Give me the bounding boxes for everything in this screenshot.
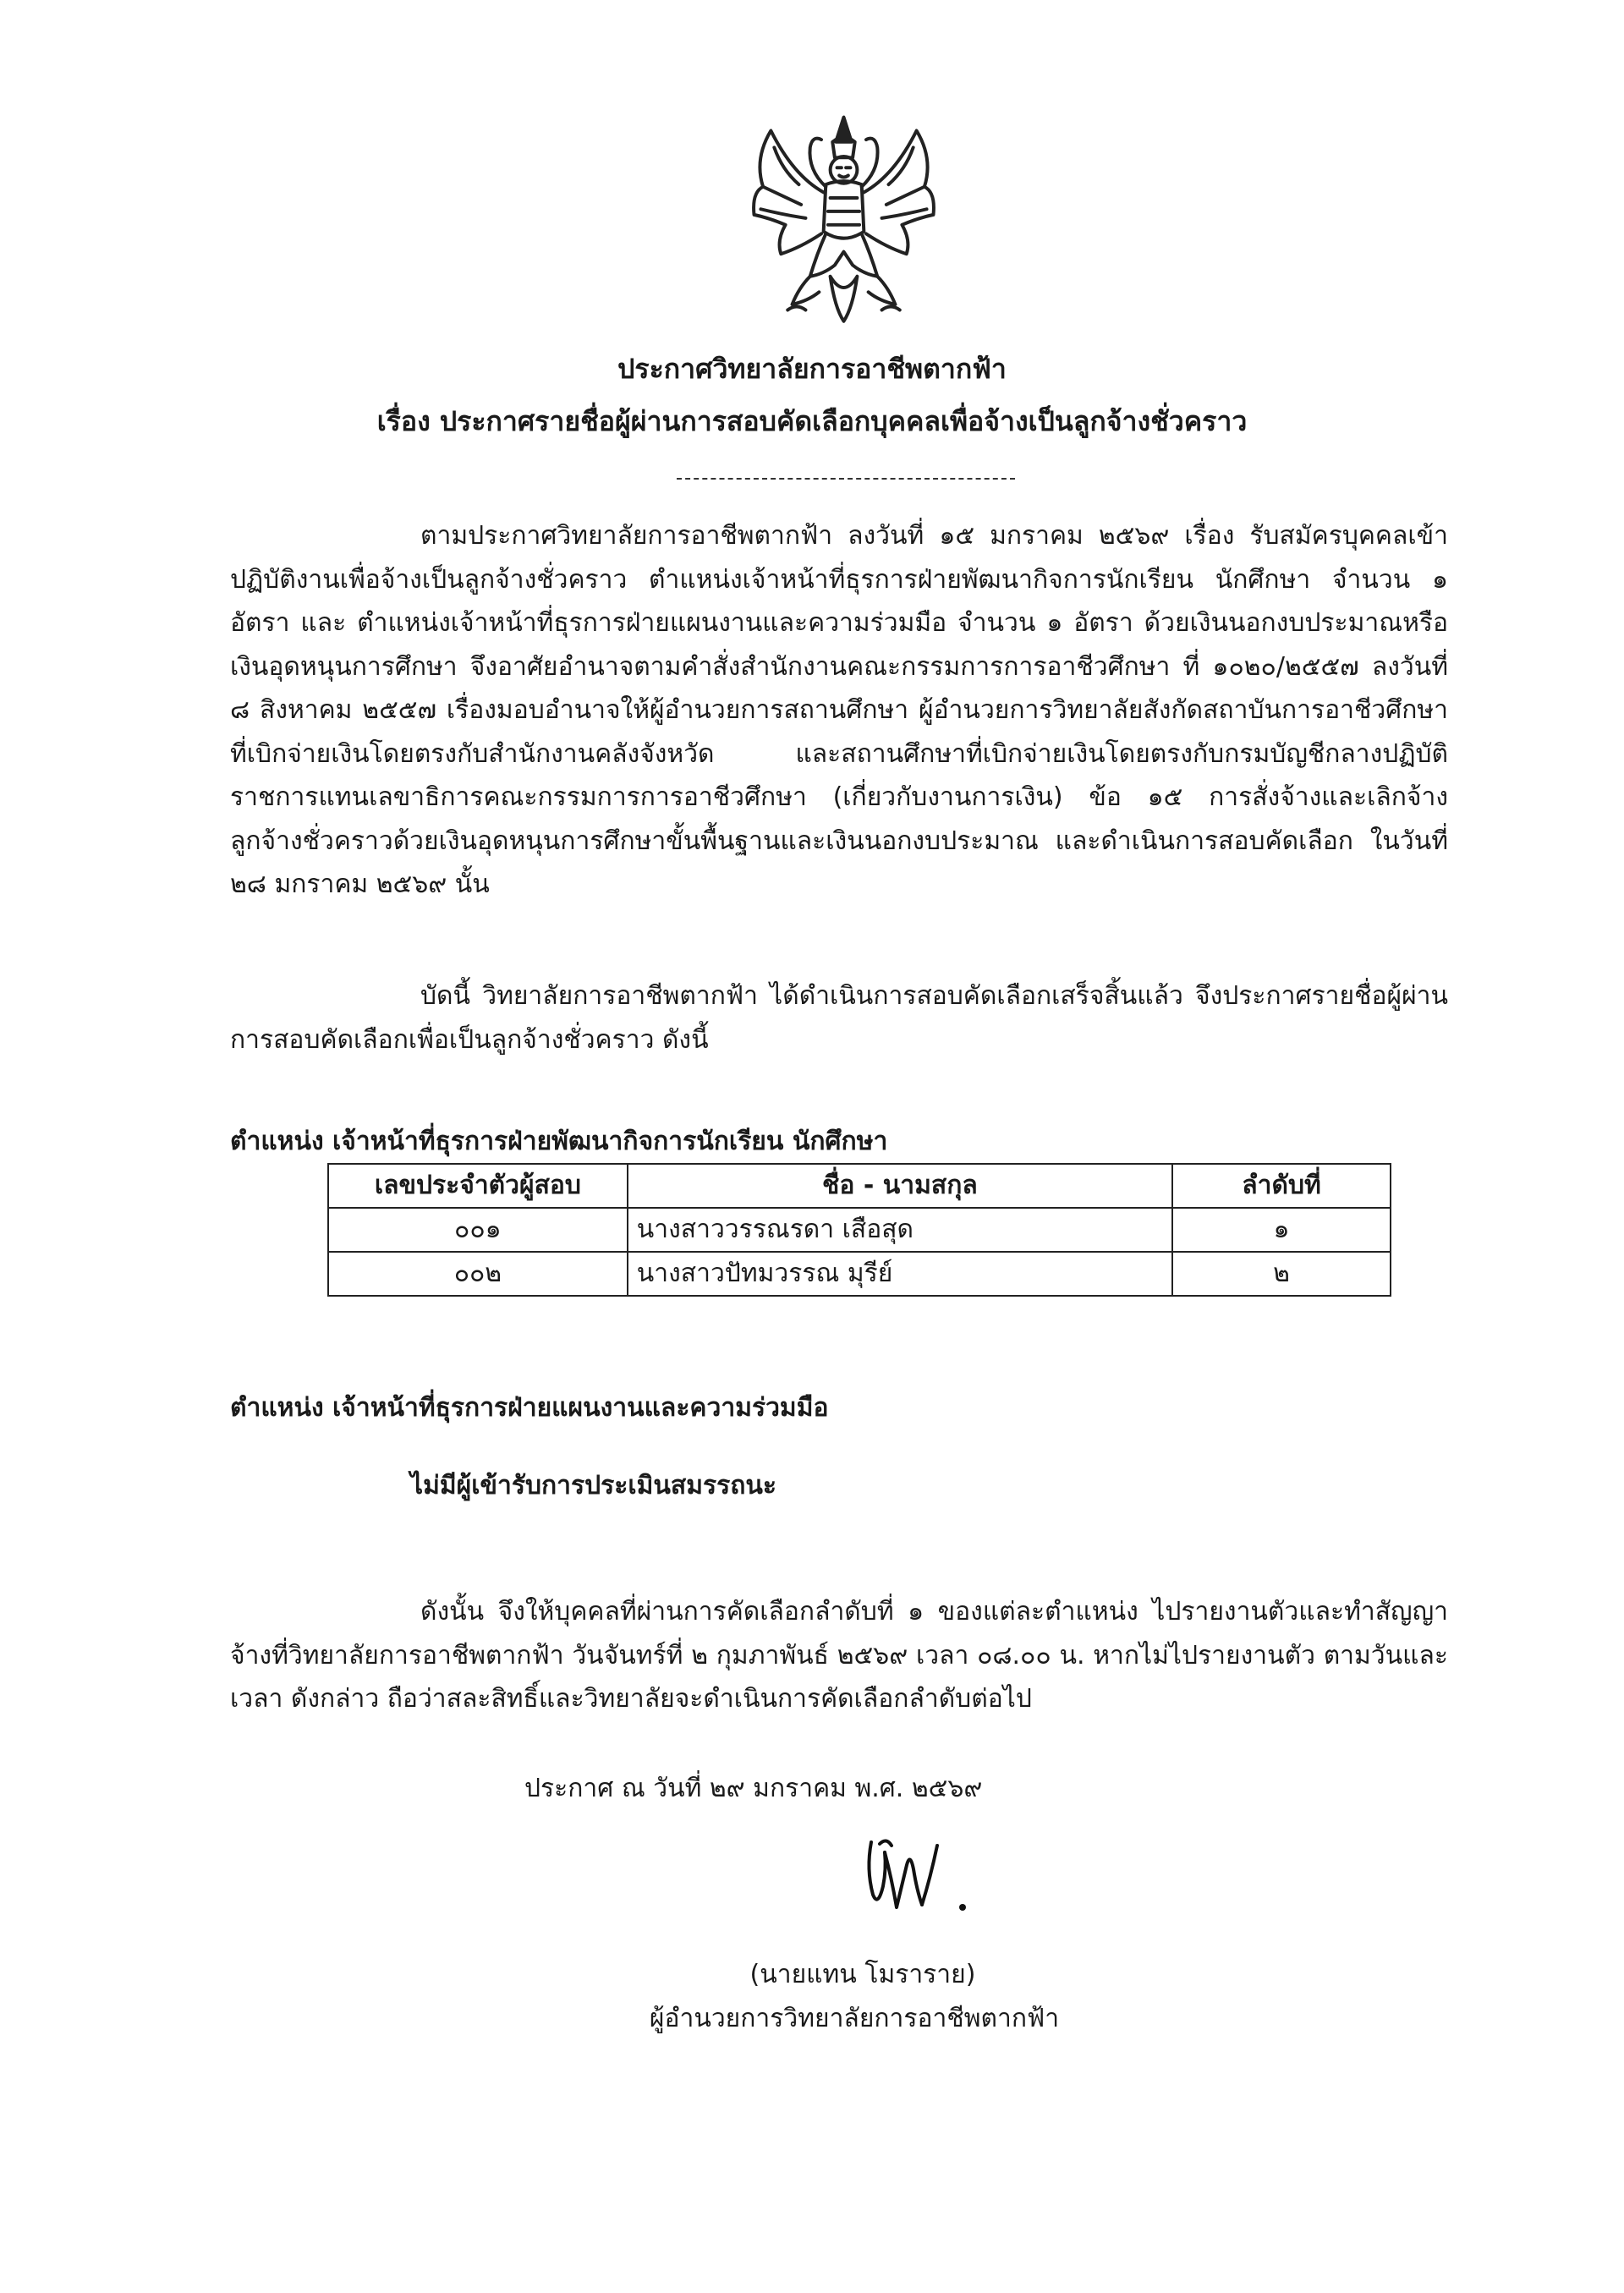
no-candidates-note: ไม่มีผู้เข้ารับการประเมินสมรรถนะ bbox=[410, 1471, 777, 1500]
handwritten-signature bbox=[854, 1827, 981, 1924]
table-header-row bbox=[328, 1164, 1391, 1208]
table-row bbox=[328, 1252, 1391, 1296]
title-block bbox=[0, 343, 1624, 447]
cell-exam-id: ๐๐๒ bbox=[328, 1252, 628, 1296]
title-divider bbox=[677, 478, 1015, 480]
cell-full-name: นางสาวปัทมวรรณ มุรีย์ bbox=[628, 1252, 1172, 1296]
cell-full-name: นางสาววรรณรดา เสือสุด bbox=[628, 1208, 1172, 1252]
signer-name: (นายแทน โมราราย) bbox=[749, 1960, 976, 1989]
paragraph-1-text: ตามประกาศวิทยาลัยการอาชีพตากฟ้า ลงวันที่ ๑๕ มกราคม ๒๕๖๙ เรื่อง รับสมัครบุคคลเข้าปฏิบัติงานเพื่อจ้างเป็นลูกจ้างชั่วคราว ตำแหน่งเจ้าหน้าที่ธุรการฝ่ายพัฒนากิจการนักเรียน นักศึกษา จำนวน ๑ อัตรา และ ตำแหน่งเจ้าหน้าที่ธุรการฝ่ายแผนงานและความร่วมมือ จำนวน ๑ อัตรา ด้วยเงินนอกงบประมาณหรือเงินอุดหนุนการศึกษา จึงอาศัยอำนาจตามคำสั่งสำนักงานคณะกรรมการการอาชีวศึกษา ที่ ๑๐๒๐/๒๕๕๗ ลงวันที่ ๘ สิงหาคม ๒๕๕๗ เรื่องมอบอำนาจให้ผู้อำนวยการสถานศึกษา ผู้อำนวยการวิทยาลัยสังกัดสถาบันการอาชีวศึกษาที่เบิกจ่ายเงินโดยตรงกับสำนักงานคลังจังหวัด และสถานศึกษาที่เบิกจ่ายเงินโดยตรงกับกรมบัญชีกลางปฏิบัติราชการแทนเลขาธิการคณะกรรมการการอาชีวศึกษา (เกี่ยวกับงานการเงิน) ข้อ ๑๕ การสั่งจ้างและเลิกจ้างลูกจ้างชั่วคราวด้วยเงินอุดหนุนการศึกษาขั้นพื้นฐานและเงินนอกงบประมาณ และดำเนินการสอบคัดเลือก ในวันที่ ๒๘ มกราคม ๒๕๖๙ นั้น bbox=[230, 521, 1448, 899]
cell-rank: ๒ bbox=[1172, 1252, 1391, 1296]
results-table bbox=[327, 1163, 1391, 1297]
body-paragraph-1 bbox=[230, 514, 1448, 907]
signer-position: ผู้อำนวยการวิทยาลัยการอาชีพตากฟ้า bbox=[649, 2004, 1060, 2033]
position-heading-2: ตำแหน่ง เจ้าหน้าที่ธุรการฝ่ายแผนงานและความร่วมมือ bbox=[230, 1393, 829, 1423]
body-paragraph-2 bbox=[230, 974, 1448, 1061]
cell-exam-id: ๐๐๑ bbox=[328, 1208, 628, 1252]
garuda-emblem-icon bbox=[732, 108, 956, 332]
header-exam-id: เลขประจำตัวผู้สอบ bbox=[328, 1164, 628, 1208]
paragraph-3-text: ดังนั้น จึงให้บุคคลที่ผ่านการคัดเลือกลำดับที่ ๑ ของแต่ละตำแหน่ง ไปรายงานตัวและทำสัญญาจ้างที่วิทยาลัยการอาชีพตากฟ้า วันจันทร์ที่ ๒ กุมภาพันธ์ ๒๕๖๙ เวลา ๐๘.๐๐ น. หากไม่ไปรายงานตัว ตามวันและเวลา ดังกล่าว ถือว่าสละสิทธิ์และวิทยาลัยจะดำเนินการคัดเลือกลำดับต่อไป bbox=[230, 1597, 1448, 1714]
body-paragraph-3 bbox=[230, 1590, 1448, 1721]
cell-rank: ๑ bbox=[1172, 1208, 1391, 1252]
table-row bbox=[328, 1208, 1391, 1252]
paragraph-2-text: บัดนี้ วิทยาลัยการอาชีพตากฟ้า ได้ดำเนินการสอบคัดเลือกเสร็จสิ้นแล้ว จึงประกาศรายชื่อผู้ผ่านการสอบคัดเลือกเพื่อเป็นลูกจ้างชั่วคราว ดังนี้ bbox=[230, 981, 1448, 1055]
announcement-subject: เรื่อง ประกาศรายชื่อผู้ผ่านการสอบคัดเลือกบุคคลเพื่อจ้างเป็นลูกจ้างชั่วคราว bbox=[376, 405, 1248, 437]
header-full-name: ชื่อ - นามสกุล bbox=[628, 1164, 1172, 1208]
position-heading-1: ตำแหน่ง เจ้าหน้าที่ธุรการฝ่ายพัฒนากิจการนักเรียน นักศึกษา bbox=[230, 1127, 888, 1156]
announcement-title: ประกาศวิทยาลัยการอาชีพตากฟ้า bbox=[617, 353, 1007, 385]
announcement-date: ประกาศ ณ วันที่ ๒๙ มกราคม พ.ศ. ๒๕๖๙ bbox=[524, 1774, 983, 1803]
header-rank: ลำดับที่ bbox=[1172, 1164, 1391, 1208]
